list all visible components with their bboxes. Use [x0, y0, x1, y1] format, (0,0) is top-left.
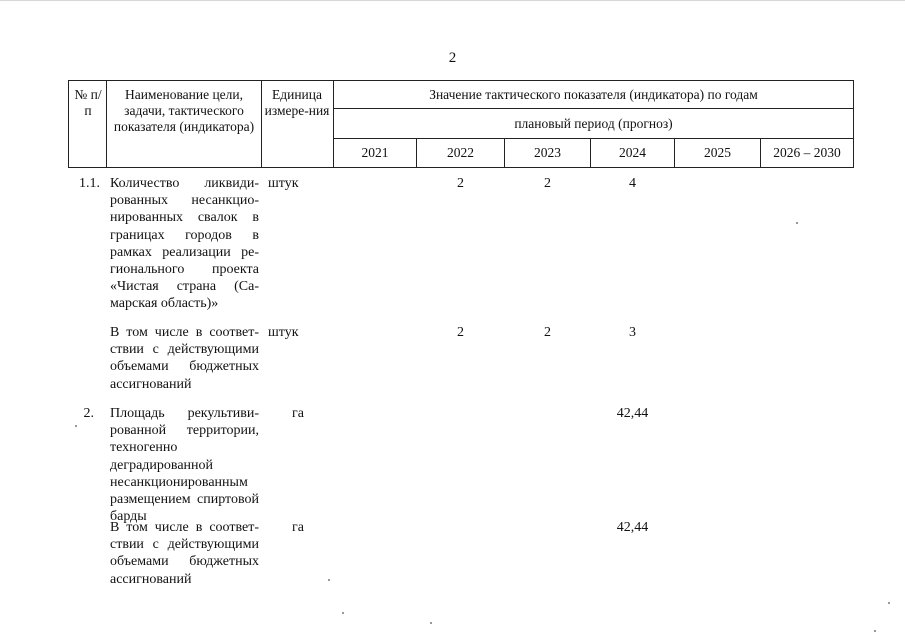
header-year: 2025: [704, 145, 731, 160]
row-value-2022: 2: [457, 176, 464, 191]
row-number: 2.: [83, 406, 94, 421]
header-year: 2023: [534, 145, 561, 160]
row-indicator-name: Количество ликвидированных несанкционированных свалок в границах городов в рамках реализации регионального проекта «Чистая страна (Самарская область)»: [110, 176, 259, 312]
page-number: 2: [448, 50, 457, 66]
row-value-2024: 42,44: [616, 406, 649, 421]
scan-speck: [430, 622, 432, 624]
header-year: 2021: [361, 145, 389, 160]
header-sep-period: [333, 138, 854, 139]
row-value-2022: 2: [457, 325, 464, 340]
scan-speck: [342, 612, 344, 614]
header-border-bottom: [68, 167, 854, 168]
header-sep-num: [106, 80, 107, 168]
header-col-name: Наименование цели, задачи, тактического показателя (индикатора): [113, 87, 255, 134]
row-value-2024: 4: [629, 176, 636, 191]
header-col-unit: Единица измере-ния: [264, 87, 330, 118]
scan-speck: [796, 222, 798, 224]
scan-speck: [75, 425, 77, 427]
scan-speck: [888, 602, 890, 604]
row-unit: га: [292, 406, 304, 421]
scan-speck: [874, 630, 876, 632]
row-value-2024: 3: [629, 325, 636, 340]
row-unit: га: [292, 520, 304, 535]
row-value-2023: 2: [544, 325, 551, 340]
row-indicator-name: В том числе в соответствии с действующими объемами бюджетных ассигнований: [110, 520, 259, 587]
header-border-top: [68, 80, 854, 81]
header-border-right: [853, 80, 854, 168]
row-unit: штук: [268, 325, 299, 340]
header-year: 2022: [447, 145, 474, 160]
row-value-2023: 2: [544, 176, 551, 191]
header-col-number: № п/п: [74, 87, 102, 118]
header-sep-name: [261, 80, 262, 168]
header-col-values: Значение тактического показателя (индикатора) по годам: [429, 87, 758, 102]
header-year: 2026 – 2030: [773, 145, 841, 160]
top-edge-rule: [0, 0, 905, 1]
indicator-table-header: [68, 80, 854, 168]
header-year: 2024: [619, 145, 646, 160]
header-sep-values: [333, 108, 854, 109]
row-indicator-name: В том числе в соответствии с действующими объемами бюджетных ассигнований: [110, 325, 259, 392]
row-value-2024: 42,44: [616, 520, 649, 535]
row-indicator-name: Площадь рекультивированной территории, техногенно деградированной несанкционированным размещением спиртовой барды: [110, 406, 259, 525]
row-unit: штук: [268, 176, 299, 191]
scan-speck: [328, 579, 330, 581]
header-col-period: плановый период (прогноз): [514, 116, 673, 131]
row-number: 1.1.: [79, 176, 100, 191]
header-border-left: [68, 80, 69, 168]
